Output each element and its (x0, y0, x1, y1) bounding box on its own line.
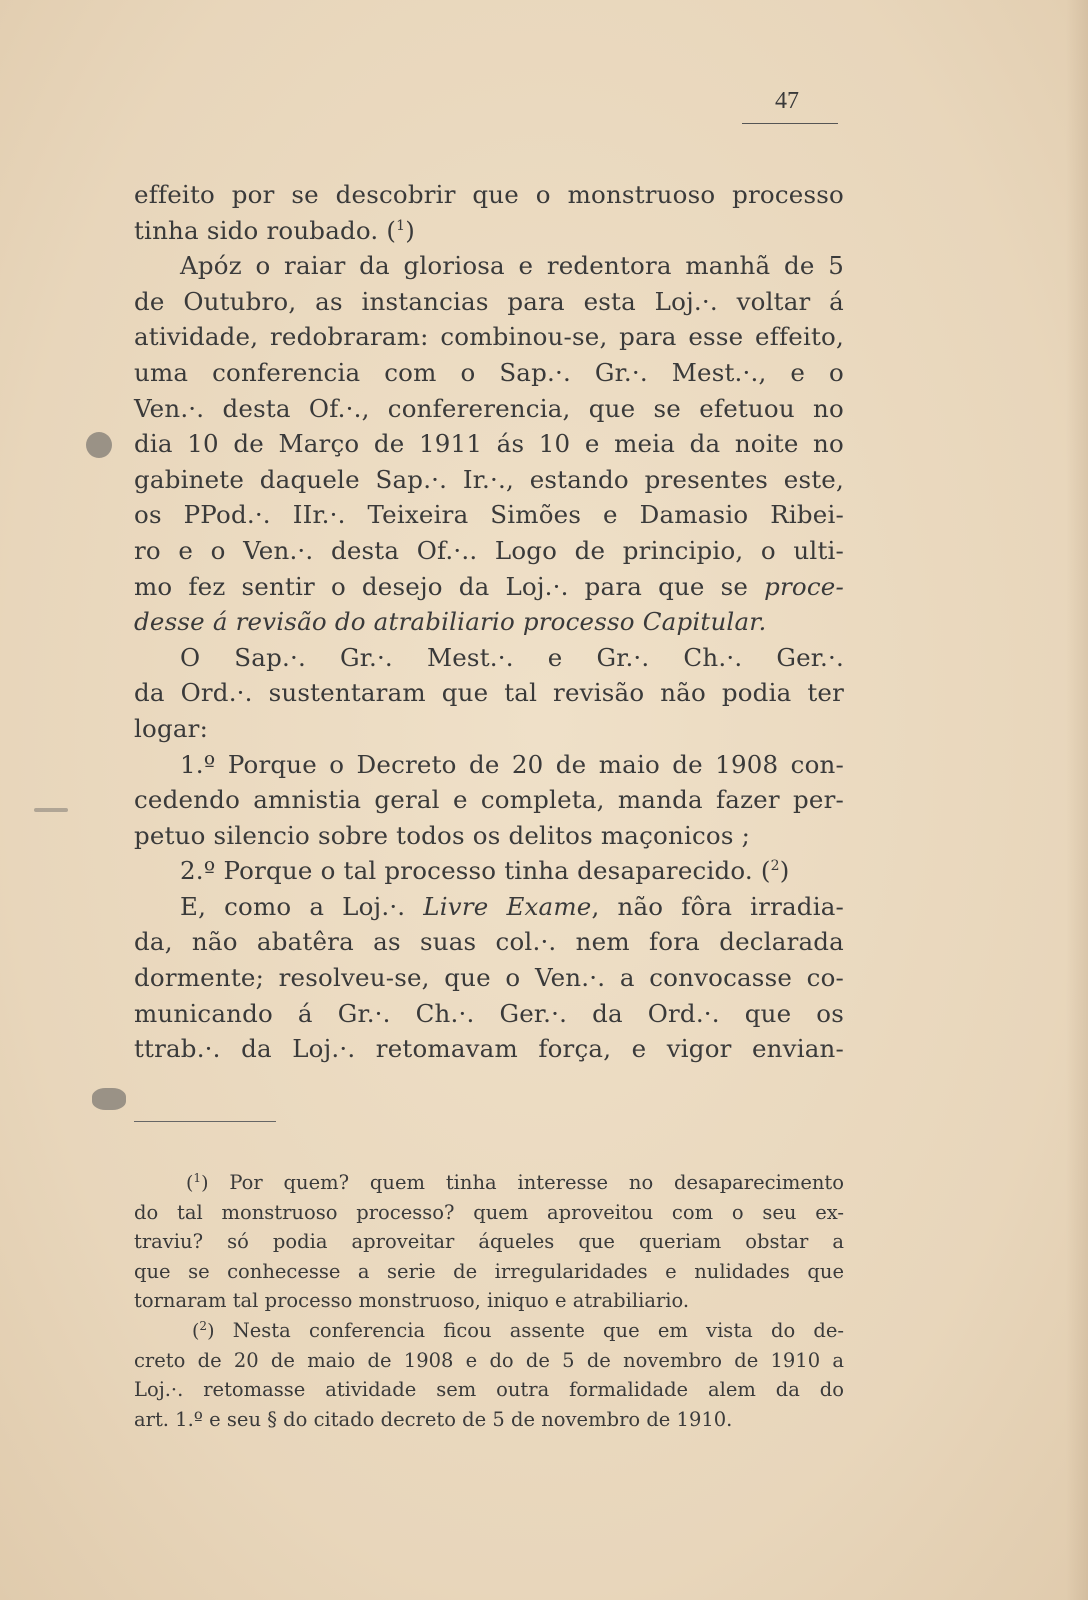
text-line: mo fez sentir o desejo da Loj.·. para que se proce- (134, 571, 844, 601)
footnote-1-line: traviu? só podia aproveitar áqueles que queriam obstar a (134, 1230, 844, 1254)
text-line: da, não abatêra as suas col.·. nem fora declarada (134, 927, 844, 957)
text-line: tinha sido roubado. ($^1$) (134, 215, 416, 245)
text-line: municando á Gr.·. Ch.·. Ger.·. da Ord.·. que os (134, 998, 844, 1028)
text-line: uma conferencia com o Sap.·. Gr.·. Mest.·., e o (134, 357, 844, 387)
text-line: Apóz o raiar da gloriosa e redentora manhã de 5 (180, 251, 844, 281)
footnote-1-line: do tal monstruoso processo? quem aproveitou com o seu ex- (134, 1200, 844, 1224)
text-line: ttrab.·. da Loj.·. retomavam força, e vigor envian- (134, 1034, 844, 1064)
text-line: gabinete daquele Sap.·. Ir.·., estando presentes este, (134, 464, 844, 494)
text-line: petuo silencio sobre todos os delitos maçonicos ; (134, 820, 751, 850)
italic-text: Livre Exame (423, 891, 592, 921)
footnote-2-line: art. 1.º e seu § do citado decreto de 5 de novembro de 1910. (134, 1407, 733, 1431)
text-line (134, 604, 844, 640)
footnote-2-marker: ($^2$) (192, 1318, 215, 1342)
footnotes (134, 1168, 844, 1434)
text-line: 1.º Porque o Decreto de 20 de maio de 1908 con- (180, 749, 844, 779)
footnote-1-line: tornaram tal processo monstruoso, iniquo e atrabiliario. (134, 1289, 690, 1313)
page-edge-shadow (1066, 0, 1088, 1600)
body-text (134, 177, 844, 1067)
page-number: 47 (775, 88, 799, 114)
text-line: cedendo amnistia geral e completa, manda fazer per- (134, 785, 844, 815)
text-line: effeito por se descobrir que o monstruoso processo (134, 180, 844, 209)
footnote-2-line: ($^2$) Nesta conferencia ficou assente que em vista do de- (192, 1318, 844, 1342)
footnote-1-line: ($^1$) Por quem? quem tinha interesse no desaparecimento (186, 1171, 844, 1194)
text-line: atividade, redobraram: combinou-se, para esse effeito, (134, 322, 844, 352)
text-line: logar: (134, 713, 209, 743)
text-line: Ven.·. desta Of.·., confererencia, que se efetuou no (134, 393, 844, 423)
binding-hole-mark (92, 1088, 126, 1110)
text-line: de Outubro, as instancias para esta Loj.·. voltar á (134, 286, 844, 316)
footnote-2-line: Loj.·. retomasse atividade sem outra formalidade alem da do (134, 1378, 844, 1402)
text-line: dia 10 de Março de 1911 ás 10 e meia da noite no (134, 429, 844, 459)
footnote-separator (134, 1121, 276, 1122)
footnote-1-marker: ($^1$) (186, 1171, 209, 1194)
binding-hole-mark (86, 432, 112, 458)
text-line: 2.º Porque o tal processo tinha desaparecido. ($^2$) (180, 856, 790, 886)
footnote-1-line: que se conhecesse a serie de irregularidades e nulidades que (134, 1259, 844, 1283)
page-number-rule (742, 123, 838, 124)
footnote-2-line: creto de 20 de maio de 1908 e do de 5 de novembro de 1910 a (134, 1348, 844, 1372)
text-line: ro e o Ven.·. desta Of.·.. Logo de principio, o ulti- (134, 535, 844, 565)
text-line: os PPod.·. IIr.·. Teixeira Simões e Damasio Ribei- (134, 500, 844, 530)
text-line: dormente; resolveu-se, que o Ven.·. a convocasse co- (134, 963, 844, 993)
margin-mark (34, 808, 68, 812)
italic-text: desse á revisão do atrabiliario processo Capitular. (134, 607, 767, 637)
text-line: E, como a Loj.·. Livre Exame, não fôra irradia- (180, 891, 845, 921)
footnote-reference: 1 (396, 217, 406, 234)
text-line: da Ord.·. sustentaram que tal revisão não podia ter (134, 678, 844, 708)
footnote-reference: 2 (770, 858, 780, 875)
italic-text: proce- (764, 571, 844, 601)
text-line: O Sap.·. Gr.·. Mest.·. e Gr.·. Ch.·. Ger.·. (180, 642, 844, 672)
